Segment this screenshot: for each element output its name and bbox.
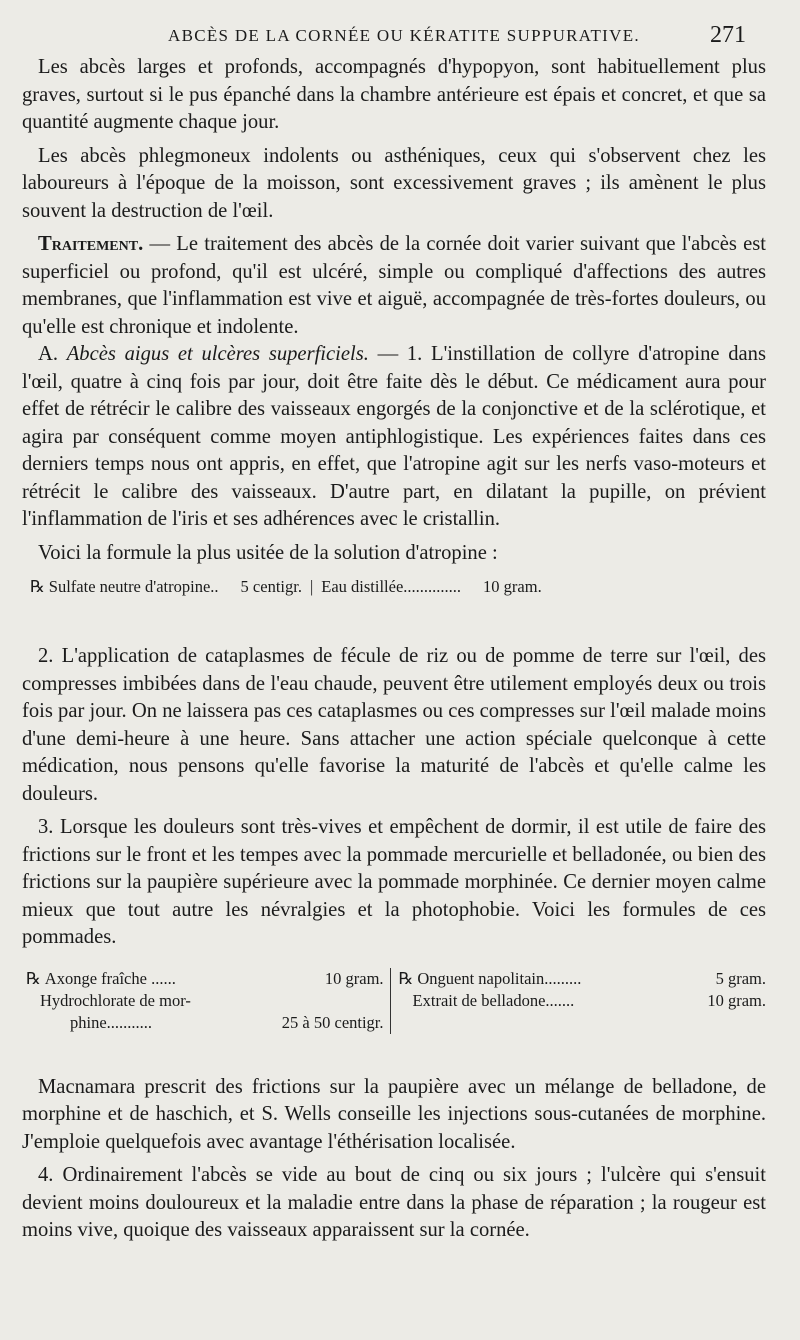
paragraph-frictions: 3. Lorsque les douleurs sont très-vives et empêchent de dormir, il est utile de faire des frictions sur le front et les tempes avec la pommade mercurielle et belladonée, ou bien des frictions sur la paupière supérieure avec la pommade morphinée. Ce dernier moyen calme mieux que tout autre les névralgies et la photophobie. Voici les formules de ces pommades. [22, 816, 766, 948]
traitement-text: — Le traitement des abcès de la cornée doit varier suivant que l'abcès est superficiel ou profond, qu'il est ulcéré, simple ou compliqué d'affections des autres membranes, que l'inflammation est vive et aiguë, accompagnée de très-fortes douleurs, ou qu'elle est chronique et indolente. [22, 233, 766, 338]
formula-row [26, 968, 384, 990]
formula-item: Hydrochlorate de mor- [40, 990, 191, 1010]
atropine-formula [30, 577, 766, 597]
formula-item: Sulfate neutre d'atropine.. [48, 577, 219, 596]
abces-aigus-text: — 1. L'instillation de collyre d'atropine dans l'œil, quatre à cinq fois par jour, doit être faite dès le début. Ce médicament aura pour effet de rétrécir le calibre des vaisseaux engorgés de la conjonctive et de la sclérotique, et agira par conséquent comme moyen antiphlogistique. Les expériences faites dans ces derniers temps nous ont appris, en effet, que l'atropine agit sur les nerfs vaso-moteurs et rétrécit le calibre des vaisseaux. D'autre part, en dilatant la pupille, on prévient l'inflammation de l'iris et ses adhérences avec le cristallin. [22, 343, 766, 530]
formula-column-left [26, 968, 391, 1034]
formula-column-right [391, 968, 766, 1034]
paragraph-abces-aigus [22, 341, 766, 534]
formula-row [399, 990, 766, 1012]
paragraph-cataplasmes: 2. L'application de cataplasmes de fécule de riz ou de pomme de terre sur l'œil, des compresses imbibées dans de l'eau chaude, peuvent être utilement employés deux ou trois fois par jour. On ne laissera pas ces cataplasmes ou ces compresses sur l'œil malade moins d'une demi-heure à une heure. Sans attacher une action spéciale quelconque à cette médication, nous pensons qu'elle favorise la maturité de l'abcès et qu'elle calme les douleurs. [22, 645, 766, 805]
paragraph-ordinairement: 4. Ordinairement l'abcès se vide au bout de cinq ou six jours ; l'ulcère qui s'ensuit devient moins douloureux et la maladie entre dans la phase de réparation ; la rougeur est moins vive, quoique des vaisseaux apparaissent sur la cornée. [22, 1164, 766, 1241]
formula-dose: 10 gram. [483, 577, 542, 596]
formula-item: phine........... [70, 1012, 153, 1032]
formula-item: Onguent napolitain......... [417, 968, 582, 988]
traitement-heading: Traitement. [38, 233, 144, 255]
page-number: 271 [710, 22, 746, 48]
formula-item: Extrait de belladone....... [412, 990, 575, 1010]
running-title: ABCÈS DE LA CORNÉE OU KÉRATITE SUPPURATIVE. [168, 26, 640, 45]
formula-dose: 10 gram. [324, 968, 384, 988]
recipe-symbol-icon: ℞ [30, 577, 45, 596]
paragraph-abces-phlegmoneux: Les abcès phlegmoneux indolents ou asthéniques, ceux qui s'observent chez les laboureurs à l'époque de la moisson, sont excessivement graves ; ils amènent le plus souvent la destruction de l'œil. [22, 144, 766, 222]
formula-row [26, 1012, 384, 1034]
abces-aigus-heading: Abcès aigus et ulcères superficiels. [66, 343, 369, 365]
paragraph-macnamara: Macnamara prescrit des frictions sur la paupière avec un mélange de belladone, de morphine et de haschich, et S. Wells conseille les injections sous-cutanées de morphine. J'emploie quelquefois avec avantage l'éthérisation localisée. [22, 1075, 766, 1153]
paragraph-abces-larges: Les abcès larges et profonds, accompagnés d'hypopyon, sont habituellement plus graves, surtout si le pus épanché dans la chambre antérieure est épais et concret, et que sa quantité augmente chaque jour. [22, 56, 766, 133]
formula-row [26, 990, 384, 1012]
recipe-symbol-icon: ℞ [26, 968, 41, 988]
recipe-symbol-icon: ℞ [398, 968, 414, 988]
page-header [22, 0, 766, 54]
formula-dose: 5 gram. [715, 968, 766, 988]
formula-item: Axonge fraîche ...... [44, 968, 176, 988]
formula-item: Eau distillée.............. [321, 577, 462, 596]
pommade-formulas [26, 968, 766, 1034]
formula-dose: 10 gram. [707, 990, 766, 1010]
formula-dose: 25 à 50 centigr. [281, 1012, 384, 1032]
paragraph-formule-intro: Voici la formule la plus usitée de la solution d'atropine : [38, 541, 498, 564]
formula-separator: | [309, 577, 314, 596]
formula-dose: 5 centigr. [240, 577, 302, 596]
section-letter: A. [38, 343, 67, 365]
paragraph-traitement [22, 231, 766, 341]
formula-row [399, 968, 766, 990]
